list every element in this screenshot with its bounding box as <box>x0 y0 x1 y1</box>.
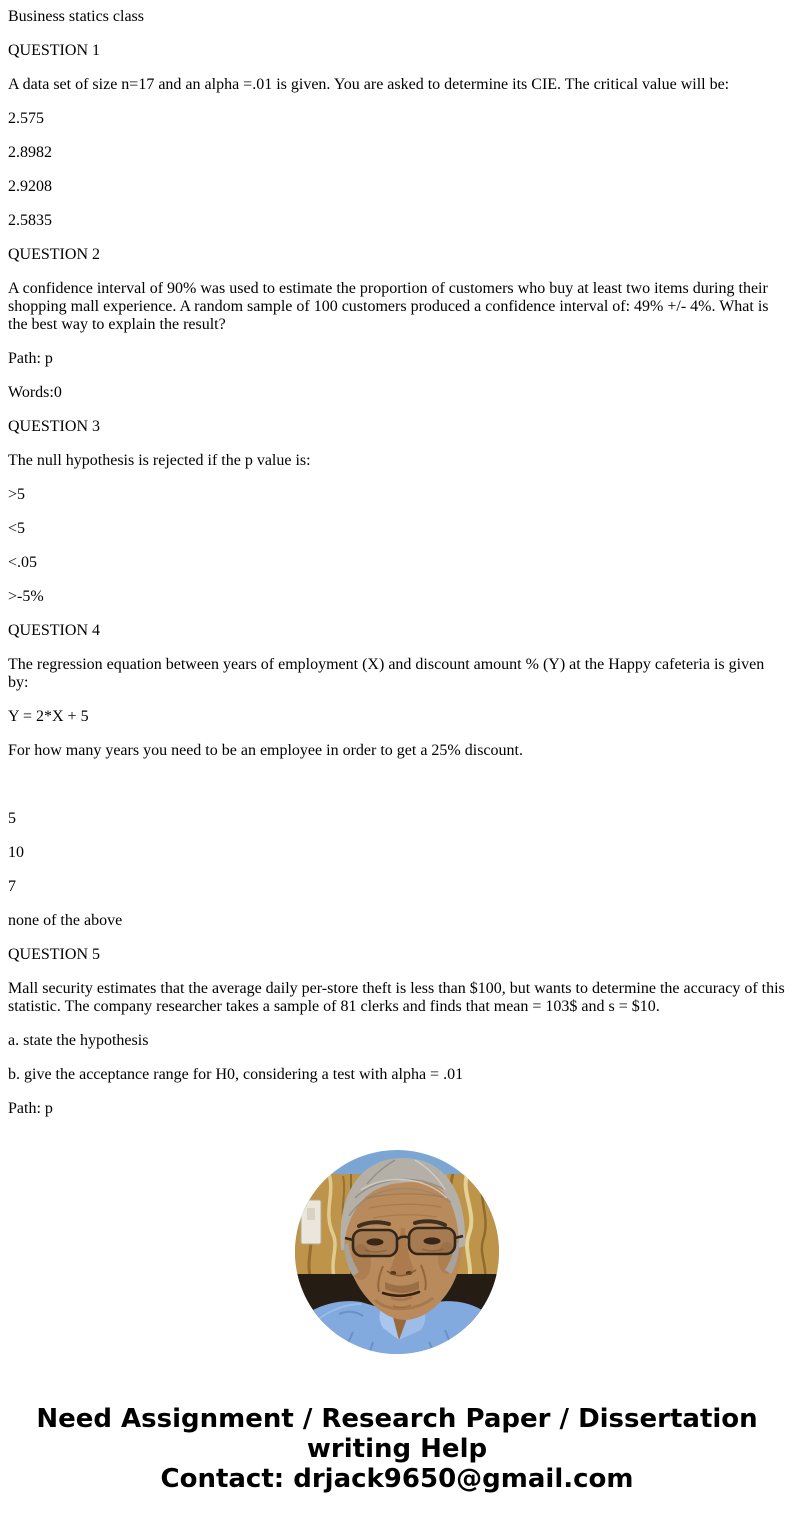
answer-option: 2.575 <box>8 110 44 127</box>
contact-line: Contact: drjack9650@gmail.com <box>160 1464 634 1494</box>
answer-option: 2.9208 <box>8 178 52 195</box>
question-1-heading: QUESTION 1 <box>8 42 100 59</box>
question-4-prompt: The regression equation between years of employment (X) and discount amount % (Y) at the Happy cafeteria is given by: <box>8 656 765 691</box>
equation-text: Y = 2*X + 5 <box>8 708 89 725</box>
answer-option: >5 <box>8 486 26 503</box>
answer-option: 2.5835 <box>8 212 52 229</box>
answer-option: 10 <box>8 844 24 861</box>
question-5-prompt: Mall security estimates that the average daily per-store theft is less than $100, but wants to determine the accuracy of this statistic. The company researcher takes a sample of 81 clerks and finds that mean = 103$ and s = $10. <box>8 980 785 1015</box>
question-3-prompt: The null hypothesis is rejected if the p value is: <box>8 452 311 469</box>
word-count-label: Words:0 <box>8 384 62 401</box>
question-5-part-a: a. state the hypothesis <box>8 1032 149 1049</box>
question-2-prompt: A confidence interval of 90% was used to estimate the proportion of customers who buy at least two items during their shopping mall experience. A random sample of 100 customers produced a confidence interval of: 49% +/- 4%. What is the best way to explain the result? <box>8 280 769 333</box>
instructor-photo <box>295 1150 499 1354</box>
answer-option: <5 <box>8 520 26 537</box>
answer-option: 2.8982 <box>8 144 52 161</box>
answer-option: none of the above <box>8 912 123 929</box>
course-title: Business statics class <box>8 8 144 25</box>
question-5-heading: QUESTION 5 <box>8 946 100 963</box>
question-2-heading: QUESTION 2 <box>8 246 100 263</box>
question-1-prompt: A data set of size n=17 and an alpha =.01 is given. You are asked to determine its CIE. The critical value will be: <box>8 76 730 93</box>
blank-line <box>8 776 786 794</box>
footer-banner <box>8 1404 786 1494</box>
path-label: Path: p <box>8 1100 53 1117</box>
answer-option: 5 <box>8 810 16 827</box>
question-5-part-b: b. give the acceptance range for H0, considering a test with alpha = .01 <box>8 1066 464 1083</box>
path-label: Path: p <box>8 350 53 367</box>
switch-plate <box>301 1200 321 1244</box>
portrait-graphic <box>295 1150 499 1354</box>
question-4-heading: QUESTION 4 <box>8 622 100 639</box>
help-heading: Need Assignment / Research Paper / Dissertation writing Help <box>36 1404 758 1464</box>
question-3-heading: QUESTION 3 <box>8 418 100 435</box>
answer-option: >-5% <box>8 588 44 605</box>
answer-option: 7 <box>8 878 16 895</box>
answer-option: <.05 <box>8 554 38 571</box>
quiz-document <box>8 8 786 1118</box>
question-4-subprompt: For how many years you need to be an employee in order to get a 25% discount. <box>8 742 523 759</box>
